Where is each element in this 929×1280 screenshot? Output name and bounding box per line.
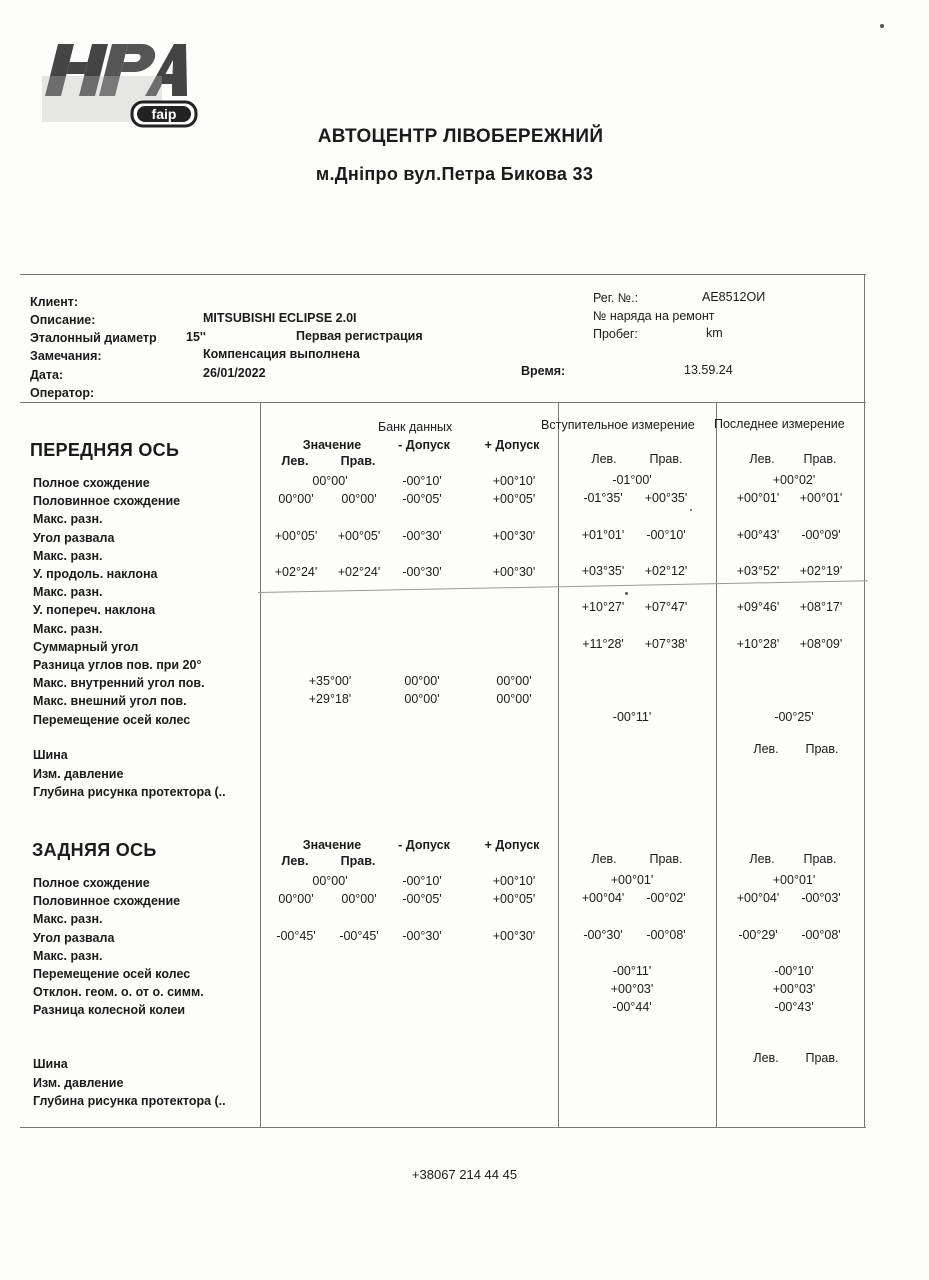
front-tire-left: Лев. xyxy=(753,742,779,756)
front-row-plus: 00°00' xyxy=(496,692,532,707)
frame-col-divider-1 xyxy=(260,402,261,1127)
front-row-last-r: +08°17' xyxy=(799,600,843,615)
frame-right-line xyxy=(864,274,865,1127)
front-row-last-r: +08°09' xyxy=(799,636,843,651)
header-value-right: Прав. xyxy=(340,454,376,468)
scan-streak xyxy=(258,580,868,593)
front-row-label: Разница углов пов. при 20° xyxy=(33,658,202,672)
header-last-right: Прав. xyxy=(803,452,837,466)
front-row-minus: -00°10' xyxy=(402,474,442,488)
front-row-val-l: +02°24' xyxy=(274,565,318,579)
rear-row-plus: +00°30' xyxy=(492,928,536,943)
description-value: MITSUBISHI ECLIPSE 2.0I xyxy=(203,311,357,325)
front-row-val-l: +00°05' xyxy=(274,528,318,543)
front-row-minus: 00°00' xyxy=(404,674,440,689)
front-row-label: У. продоль. наклона xyxy=(33,567,158,581)
front-row-label: Макс. внутренний угол пов. xyxy=(33,676,205,691)
header-value-right: Прав. xyxy=(340,854,376,868)
header-value: Значение xyxy=(302,838,362,852)
rear-row-label: Перемещение осей колес xyxy=(33,967,191,981)
front-row-last-l: +00°01' xyxy=(736,491,780,506)
rear-row-minus: -00°30' xyxy=(402,928,442,943)
rear-row-init: -00°44' xyxy=(612,1000,652,1015)
scan-speck xyxy=(690,509,692,511)
header-databank: Банк данных xyxy=(378,420,453,434)
header-initial-right: Прав. xyxy=(649,452,683,466)
rear-row-init: +00°03' xyxy=(610,982,654,997)
header-initial-left: Лев. xyxy=(591,852,617,866)
header-last-left: Лев. xyxy=(749,452,775,466)
rear-row-label: Разница колесной колеи xyxy=(33,1003,186,1018)
logo-subtext: faip xyxy=(151,106,177,122)
front-row-label: Угол развала xyxy=(33,530,115,545)
header-value-left: Лев. xyxy=(281,854,309,868)
front-row-label: Макс. разн. xyxy=(33,621,103,636)
front-row-init-r: -00°10' xyxy=(646,527,686,542)
header-plus-tolerance: + Допуск xyxy=(484,838,540,852)
rear-row-init-r: -00°08' xyxy=(646,927,686,942)
company-name: АВТОЦЕНТР ЛІВОБЕРЕЖНИЙ xyxy=(317,126,604,147)
mileage-label: Пробег: xyxy=(593,327,638,341)
front-row-plus: +00°05' xyxy=(492,492,536,507)
front-row-init-l: +03°35' xyxy=(581,564,625,578)
reg-value: AE8512OИ xyxy=(702,290,766,304)
front-tire-right: Прав. xyxy=(805,742,839,756)
company-address: м.Дніпро вул.Петра Бикова 33 xyxy=(315,164,594,184)
front-row-val: 00°00' xyxy=(312,474,348,488)
first-reg-label: Первая регистрация xyxy=(296,329,423,343)
rear-tire-label: Изм. давление xyxy=(33,1075,124,1090)
reg-label: Рег. №.: xyxy=(593,291,639,305)
front-row-label: Полное схождение xyxy=(33,476,150,490)
date-value: 26/01/2022 xyxy=(203,366,266,380)
header-initial: Вступительное измерение xyxy=(541,418,695,432)
front-row-val: +29°18' xyxy=(308,692,352,707)
frame-col-divider-3 xyxy=(716,402,717,1127)
front-row-last: +00°02' xyxy=(772,473,816,487)
front-row-label: Макс. разн. xyxy=(33,585,103,600)
header-last-right: Прав. xyxy=(803,852,837,866)
rear-row-last-r: -00°08' xyxy=(801,927,841,942)
front-row-init-r: +07°47' xyxy=(644,600,688,615)
rear-row-init-l: +00°04' xyxy=(581,891,625,906)
rear-tire-label: Глубина рисунка протектора (.. xyxy=(33,1094,226,1108)
date-label: Дата: xyxy=(30,368,64,382)
front-row-minus: -00°05' xyxy=(402,492,442,507)
rear-row-val-r: -00°45' xyxy=(339,928,379,943)
rear-row-label: Угол развала xyxy=(33,930,115,945)
header-value: Значение xyxy=(302,438,362,452)
time-value: 13.59.24 xyxy=(684,363,733,377)
header-last-left: Лев. xyxy=(749,852,775,866)
front-axle-title: ПЕРЕДНЯЯ ОСЬ xyxy=(30,440,180,460)
rear-row-last-l: -00°29' xyxy=(738,927,778,942)
front-row-label: Суммарный угол xyxy=(33,639,139,654)
diameter-value: 15'' xyxy=(186,330,206,344)
rear-row-last: -00°43' xyxy=(774,1000,814,1015)
order-label: № наряда на ремонт xyxy=(593,309,715,323)
header-initial-left: Лев. xyxy=(591,452,617,466)
rear-row-last: -00°10' xyxy=(774,964,814,978)
front-row-label: Макс. внешний угол пов. xyxy=(33,694,187,709)
front-row-label: У. попереч. наклона xyxy=(33,603,156,618)
front-row-last-l: +10°28' xyxy=(736,636,780,651)
time-label: Время: xyxy=(521,364,566,378)
header-plus-tolerance: + Допуск xyxy=(484,438,540,452)
front-row-val-r: +00°05' xyxy=(337,528,381,543)
front-row-init-l: -01°35' xyxy=(583,491,623,506)
front-row-init-r: +02°12' xyxy=(644,564,688,578)
front-row-init-l: +11°28' xyxy=(582,636,624,651)
frame-info-divider xyxy=(20,402,866,403)
front-row-plus: +00°30' xyxy=(492,565,536,579)
rear-row-val-r: 00°00' xyxy=(341,892,377,907)
header-last: Последнее измерение xyxy=(714,417,845,431)
rear-row-init-r: -00°02' xyxy=(646,891,686,906)
front-row-label: Макс. разн. xyxy=(33,512,103,527)
rear-row-last: +00°03' xyxy=(772,982,816,997)
rear-row-init: +00°01' xyxy=(610,873,654,887)
rear-row-last: +00°01' xyxy=(772,873,816,887)
scan-speck xyxy=(880,24,884,28)
front-row-last-r: -00°09' xyxy=(801,527,841,542)
rear-row-minus: -00°05' xyxy=(402,892,442,907)
front-row-last-l: +09°46' xyxy=(736,600,780,615)
front-row-label: Макс. разн. xyxy=(33,548,103,563)
rear-row-last-r: -00°03' xyxy=(801,891,841,906)
rear-tire-left: Лев. xyxy=(753,1051,779,1065)
front-row-label: Половинное схождение xyxy=(33,494,181,509)
front-row-init-l: +01°01' xyxy=(581,527,625,542)
rear-row-last-l: +00°04' xyxy=(736,891,780,906)
client-label: Клиент: xyxy=(30,295,79,309)
operator-label: Оператор: xyxy=(30,386,95,400)
header-value-left: Лев. xyxy=(281,454,309,468)
front-row-last-r: +02°19' xyxy=(799,564,843,578)
front-row-val-l: 00°00' xyxy=(278,492,314,507)
rear-tire-right: Прав. xyxy=(805,1051,839,1065)
notes-value: Компенсация выполнена xyxy=(203,347,360,361)
footer-phone: +38067 214 44 45 xyxy=(411,1167,518,1182)
rear-row-minus: -00°10' xyxy=(402,874,442,888)
front-row-val: +35°00' xyxy=(308,674,352,689)
rear-row-val-l: 00°00' xyxy=(278,892,314,907)
front-row-last: -00°25' xyxy=(774,709,814,724)
frame-bottom-line xyxy=(20,1127,866,1128)
description-label: Описание: xyxy=(30,313,96,327)
rear-row-label: Отклон. геом. о. от о. симм. xyxy=(33,985,204,1000)
front-row-last-l: +00°43' xyxy=(736,527,780,542)
front-row-minus: 00°00' xyxy=(404,692,440,707)
front-row-plus: +00°30' xyxy=(492,528,536,543)
frame-col-divider-2 xyxy=(558,402,559,1127)
header-minus-tolerance: - Допуск xyxy=(398,438,450,452)
rear-row-label: Полное схождение xyxy=(33,876,150,890)
front-row-last-r: +00°01' xyxy=(799,491,843,506)
front-row-plus: 00°00' xyxy=(496,674,532,689)
rear-row-label: Макс. разн. xyxy=(33,948,103,963)
front-row-init-r: +00°35' xyxy=(644,491,688,506)
front-row-init-r: +07°38' xyxy=(644,636,688,651)
front-row-last-l: +03°52' xyxy=(736,564,780,578)
notes-label: Замечания: xyxy=(30,349,102,363)
front-row-init: -01°00' xyxy=(612,473,652,487)
scan-speck xyxy=(625,592,628,595)
rear-row-val-l: -00°45' xyxy=(276,928,316,943)
front-tire-label: Шина xyxy=(33,748,68,762)
rear-axle-title: ЗАДНЯЯ ОСЬ xyxy=(32,840,157,860)
front-row-minus: -00°30' xyxy=(402,528,442,543)
rear-row-init-l: -00°30' xyxy=(583,927,623,942)
front-row-init-l: +10°27' xyxy=(581,600,625,615)
front-row-plus: +00°10' xyxy=(492,474,536,488)
front-row-val-r: +02°24' xyxy=(337,565,381,579)
header-minus-tolerance: - Допуск xyxy=(398,838,450,852)
front-row-val-r: 00°00' xyxy=(341,492,377,507)
diameter-label: Эталонный диаметр xyxy=(30,331,157,345)
hpa-logo xyxy=(38,36,203,136)
rear-row-label: Макс. разн. xyxy=(33,912,103,927)
rear-row-init: -00°11' xyxy=(612,964,652,978)
rear-row-plus: +00°05' xyxy=(492,892,536,907)
mileage-unit: km xyxy=(706,326,723,340)
front-row-init: -00°11' xyxy=(612,709,652,724)
rear-row-label: Половинное схождение xyxy=(33,894,181,909)
front-row-minus: -00°30' xyxy=(402,565,442,579)
rear-row-val: 00°00' xyxy=(312,874,348,888)
header-initial-right: Прав. xyxy=(649,852,683,866)
rear-row-plus: +00°10' xyxy=(492,874,536,888)
front-row-label: Перемещение осей колес xyxy=(33,712,191,727)
rear-tire-label: Шина xyxy=(33,1057,68,1071)
front-tire-label: Изм. давление xyxy=(33,766,124,781)
frame-top-line xyxy=(20,274,866,275)
front-tire-label: Глубина рисунка протектора (.. xyxy=(33,785,226,799)
